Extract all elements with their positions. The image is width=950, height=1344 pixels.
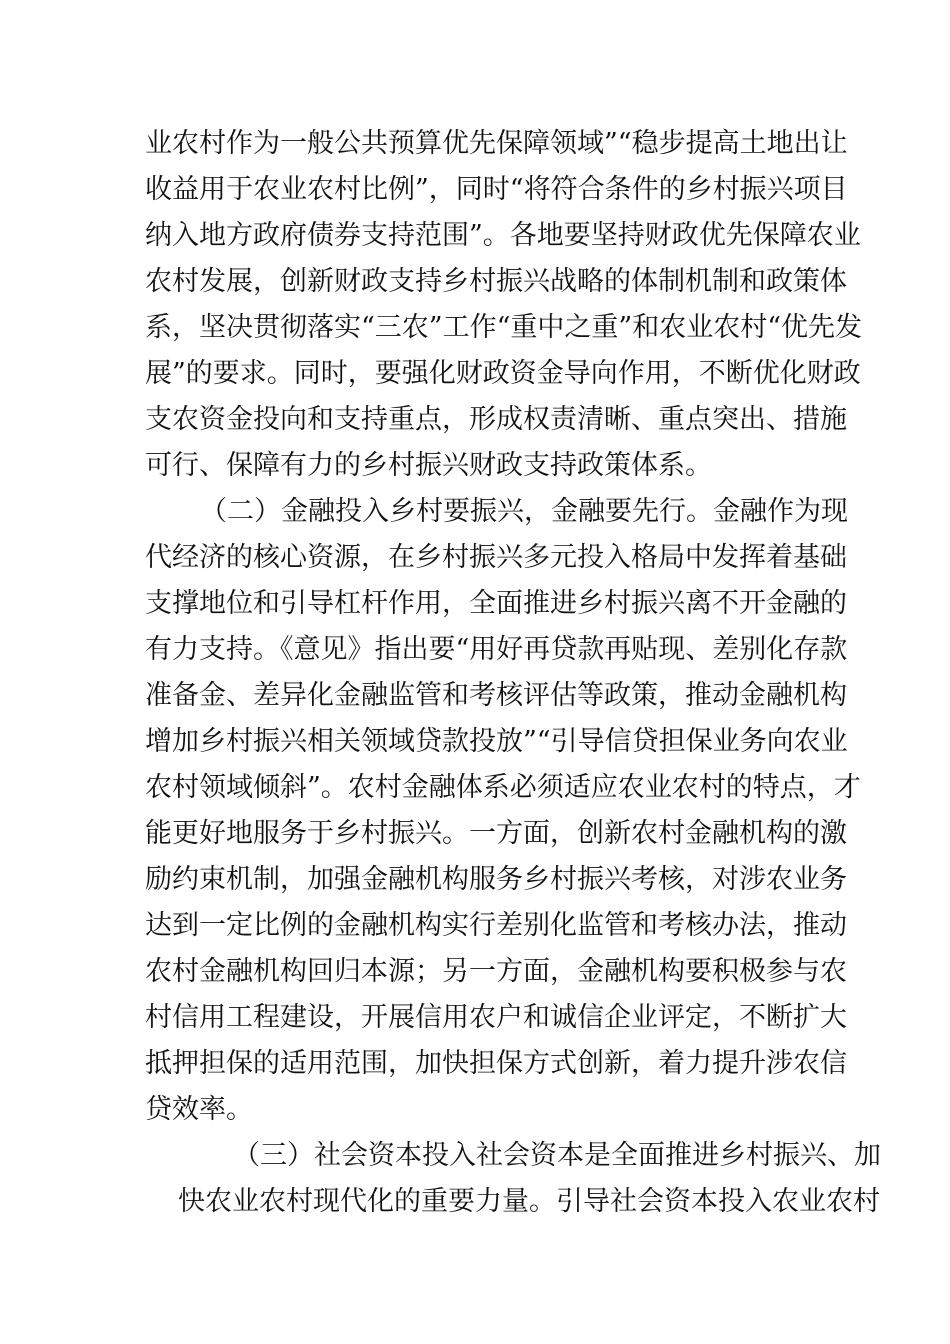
body-text-line: 代经济的核心资源，在乡村振兴多元投入格局中发挥着基础 [145, 542, 847, 573]
body-text-line: 能更好地服务于乡村振兴。一方面，创新农村金融机构的激 [145, 818, 847, 849]
body-text-line: 准备金、差异化金融监管和考核评估等政策，推动金融机构 [145, 680, 847, 711]
body-text-line: 支农资金投向和支持重点，形成权责清晰、重点突出、措施 [145, 404, 847, 435]
body-text-line: 贷效率。 [145, 1094, 253, 1125]
body-text-line: 抵押担保的适用范围，加快担保方式创新，着力提升涉农信 [145, 1048, 847, 1079]
section-heading-line: （二）金融投入乡村要振兴，金融要先行。金融作为现 [200, 496, 848, 527]
body-text-line: 达到一定比例的金融机构实行差别化监管和考核办法，推动 [145, 910, 847, 941]
body-text-line: 快农业农村现代化的重要力量。引导社会资本投入农业农村 [178, 1186, 880, 1217]
section-heading-line: （三）社会资本投入社会资本是全面推进乡村振兴、加 [233, 1140, 881, 1171]
body-text-line: 收益用于农业农村比例”，同时“将符合条件的乡村振兴项目 [145, 174, 848, 205]
body-text-line: 业农村作为一般公共预算优先保障领域”“稳步提高土地出让 [145, 128, 848, 159]
body-text-line: 农村发展，创新财政支持乡村振兴战略的体制机制和政策体 [145, 266, 847, 297]
body-text-line: 增加乡村振兴相关领域贷款投放”“引导信贷担保业务向农业 [145, 726, 848, 757]
body-text-line: 农村领域倾斜”。农村金融体系必须适应农业农村的特点，才 [145, 772, 861, 803]
body-text-line: 支撑地位和引导杠杆作用，全面推进乡村振兴离不开金融的 [145, 588, 847, 619]
body-text-line: 可行、保障有力的乡村振兴财政支持政策体系。 [145, 450, 712, 481]
body-text-line: 励约束机制，加强金融机构服务乡村振兴考核，对涉农业务 [145, 864, 847, 895]
body-text-line: 有力支持。《意见》指出要“用好再贷款再贴现、差别化存款 [145, 634, 848, 665]
body-text-line: 村信用工程建设，开展信用农户和诚信企业评定，不断扩大 [145, 1002, 847, 1033]
body-text-line: 纳入地方政府债券支持范围”。各地要坚持财政优先保障农业 [145, 220, 861, 251]
body-text-line: 农村金融机构回归本源；另一方面，金融机构要积极参与农 [145, 956, 847, 987]
body-text-line: 展”的要求。同时，要强化财政资金导向作用，不断优化财政 [145, 358, 861, 389]
body-text-line: 系，坚决贯彻落实“三农”工作“重中之重”和农业农村“优先发 [145, 312, 863, 343]
